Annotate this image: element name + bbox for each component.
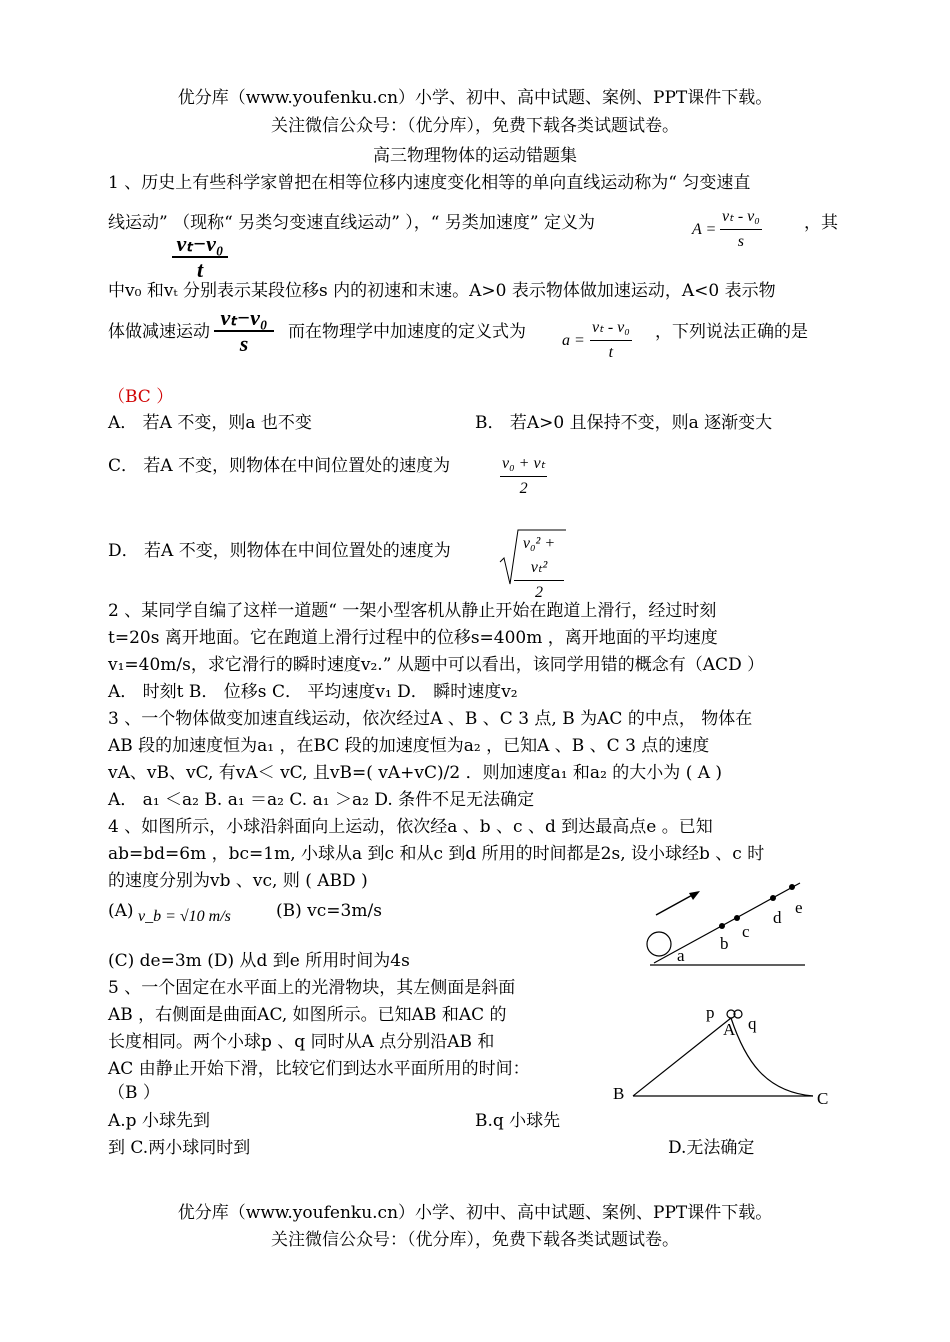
q1-option-a: A． 若A 不变，则a 也不变 (108, 413, 312, 433)
q5-options-cont: 到 C.两小球同时到 (108, 1138, 251, 1158)
label-p: p (706, 1003, 715, 1022)
label-B: B (613, 1084, 625, 1103)
label-A: A (723, 1020, 736, 1039)
q1-line-1: 1 、历史上有些科学家曾把在相等位移内速度变化相等的单向直线运动称为“ 匀变速直 (108, 173, 751, 193)
q5-answer: （B ） (108, 1083, 160, 1103)
q4-options-cd: (C) de=3m (D) 从d 到e 所用时间为4s (108, 951, 410, 971)
q4-line-2: ab=bd=6m ，bc=1m, 小球从a 到c 和从c 到d 所用的时间都是2s, 设小球经b 、c 时 (108, 844, 765, 864)
formula-big-1: vₜ−v₀ t (172, 232, 228, 282)
q4-incline-figure (640, 875, 820, 975)
q3-line-2: AB 段的加速度恒为a₁ ，在BC 段的加速度恒为a₂ ，已知A 、B 、C 3 点的速度 (108, 736, 710, 756)
page-title: 高三物理物体的运动错题集 (373, 146, 577, 166)
label-e: e (795, 898, 803, 917)
header-line-1: 优分库（www.youfenku.cn）小学、初中、高中试题、案例、PPT课件下载。 (177, 88, 773, 108)
q5-line-3: 长度相同。两个小球p 、q 同时从A 点分别沿AB 和 (108, 1032, 495, 1052)
label-b: b (720, 934, 729, 953)
q1-option-d: D． 若A 不变，则物体在中间位置处的速度为 (108, 541, 451, 561)
q2-line-3: v₁=40m/s，求它滑行的瞬时速度v₂.” 从题中可以看出，该同学用错的概念有（ACD ） (108, 655, 765, 675)
q3-line-3: vA、vB、vC, 有vA＜ vC, 且vB=( vA+vC)/2 ．则加速度a₁ 和a₂ 的大小为 ( A ) (108, 763, 723, 783)
q1-line-4a: 体做减速运动 (108, 322, 210, 342)
footer-line-1: 优分库（www.youfenku.cn）小学、初中、高中试题、案例、PPT课件下载。 (177, 1203, 773, 1223)
point-e (789, 884, 795, 890)
ball-icon (647, 932, 671, 956)
label-d: d (773, 908, 782, 927)
q4-option-a-formula: v_b = √10 m/s (138, 908, 231, 925)
label-C: C (817, 1089, 829, 1108)
q1-line-4c: ，下列说法正确的是 (655, 322, 808, 342)
q1-line-2a: 线运动” （现称“ 另类匀变速直线运动” ），“ 另类加速度” 定义为 (108, 213, 595, 233)
curve-ac (731, 1018, 813, 1096)
label-q: q (748, 1014, 757, 1033)
q5-line-4: AC 由静止开始下滑，比较它们到达水平面所用的时间： (108, 1059, 530, 1079)
point-c (734, 915, 740, 921)
q5-block-figure (605, 1000, 835, 1110)
q5-option-a: A.p 小球先到 (108, 1111, 210, 1131)
q1-line-2b: ，其 (804, 213, 838, 233)
q4-option-b: (B) vc=3m/s (276, 901, 382, 921)
formula-big-2: vₜ−v₀ s (214, 306, 274, 356)
formula-A-def: A = vₜ - v₀ s (720, 205, 762, 254)
q3-options: A． a₁ ＜a₂ B. a₁ ＝a₂ C. a₁ ＞a₂ D. 条件不足无法确定 (108, 790, 535, 810)
q4-option-a: (A) (108, 901, 134, 921)
q1-line-3: 中v₀ 和vₜ 分别表示某段位移s 内的初速和末速。A>0 表示物体做加速运动，A<0 表示物 (108, 281, 776, 301)
point-d (770, 895, 776, 901)
slope-ab (633, 1018, 731, 1096)
q1-option-c: C． 若A 不变，则物体在中间位置处的速度为 (108, 456, 451, 476)
formula-a-def: a = vₜ - v₀ t (590, 316, 632, 365)
footer-line-2: 关注微信公众号：（优分库），免费下载各类试题试卷。 (271, 1230, 679, 1250)
arrow-line (656, 893, 696, 915)
q4-line-3: 的速度分别为vb 、vc, 则 ( ABD ) (108, 871, 368, 891)
q2-line-2: t=20s 离开地面。它在跑道上滑行过程中的位移s=400m ，离开地面的平均速度 (108, 628, 718, 648)
q5-line-1: 5 、一个固定在水平面上的光滑物块，其左侧面是斜面 (108, 978, 516, 998)
point-b (719, 923, 725, 929)
q5-option-b: B.q 小球先 (475, 1111, 561, 1131)
q1-line-4b: 而在物理学中加速度的定义式为 (288, 322, 526, 342)
q1-option-b: B． 若A>0 且保持不变，则a 逐渐变大 (475, 413, 773, 433)
q2-line-1: 2 、某同学自编了这样一道题“ 一架小型客机从静止开始在跑道上滑行，经过时刻 (108, 601, 717, 621)
q1-answer: （BC ） (108, 387, 174, 407)
formula-option-d: v₀² + vₜ² 2 (498, 528, 548, 601)
formula-option-c: $\frac{\text{v₀ + vₜ}}{2}$ (500, 452, 547, 501)
label-a: a (677, 946, 685, 965)
header-line-2: 关注微信公众号：（优分库），免费下载各类试题试卷。 (271, 116, 679, 136)
label-c: c (742, 922, 750, 941)
arrow-head-icon (689, 891, 700, 900)
q4-line-1: 4 、如图所示，小球沿斜面向上运动，依次经a 、b 、c 、d 到达最高点e 。已知 (108, 817, 713, 837)
q5-line-2: AB ，右侧面是曲面AC, 如图所示。已知AB 和AC 的 (108, 1005, 507, 1025)
q5-option-d: D.无法确定 (668, 1138, 755, 1158)
q3-line-1: 3 、一个物体做变加速直线运动，依次经过A 、B 、C 3 点, B 为AC 的中点， 物体在 (108, 709, 753, 729)
q2-options: A． 时刻t B． 位移s C． 平均速度v₁ D． 瞬时速度v₂ (108, 682, 518, 702)
